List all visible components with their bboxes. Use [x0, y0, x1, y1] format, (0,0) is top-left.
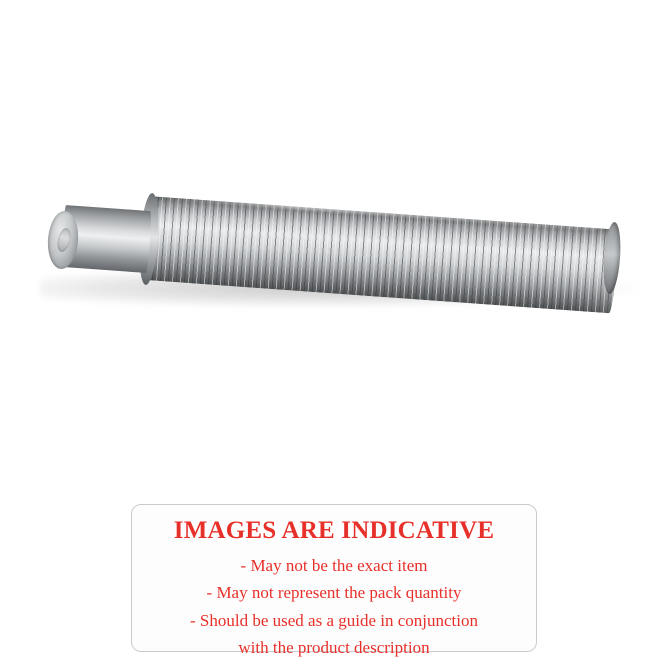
notice-line-3: - Should be used as a guide in conjunction	[189, 610, 478, 630]
notice-title: IMAGES ARE INDICATIVE	[173, 517, 495, 544]
indicative-images-notice	[131, 504, 537, 658]
notice-line-2: - May not represent the pack quantity	[206, 583, 462, 603]
notice-line-4: with the product description	[238, 638, 430, 658]
notice-line-1: - May not be the exact item	[240, 555, 428, 575]
